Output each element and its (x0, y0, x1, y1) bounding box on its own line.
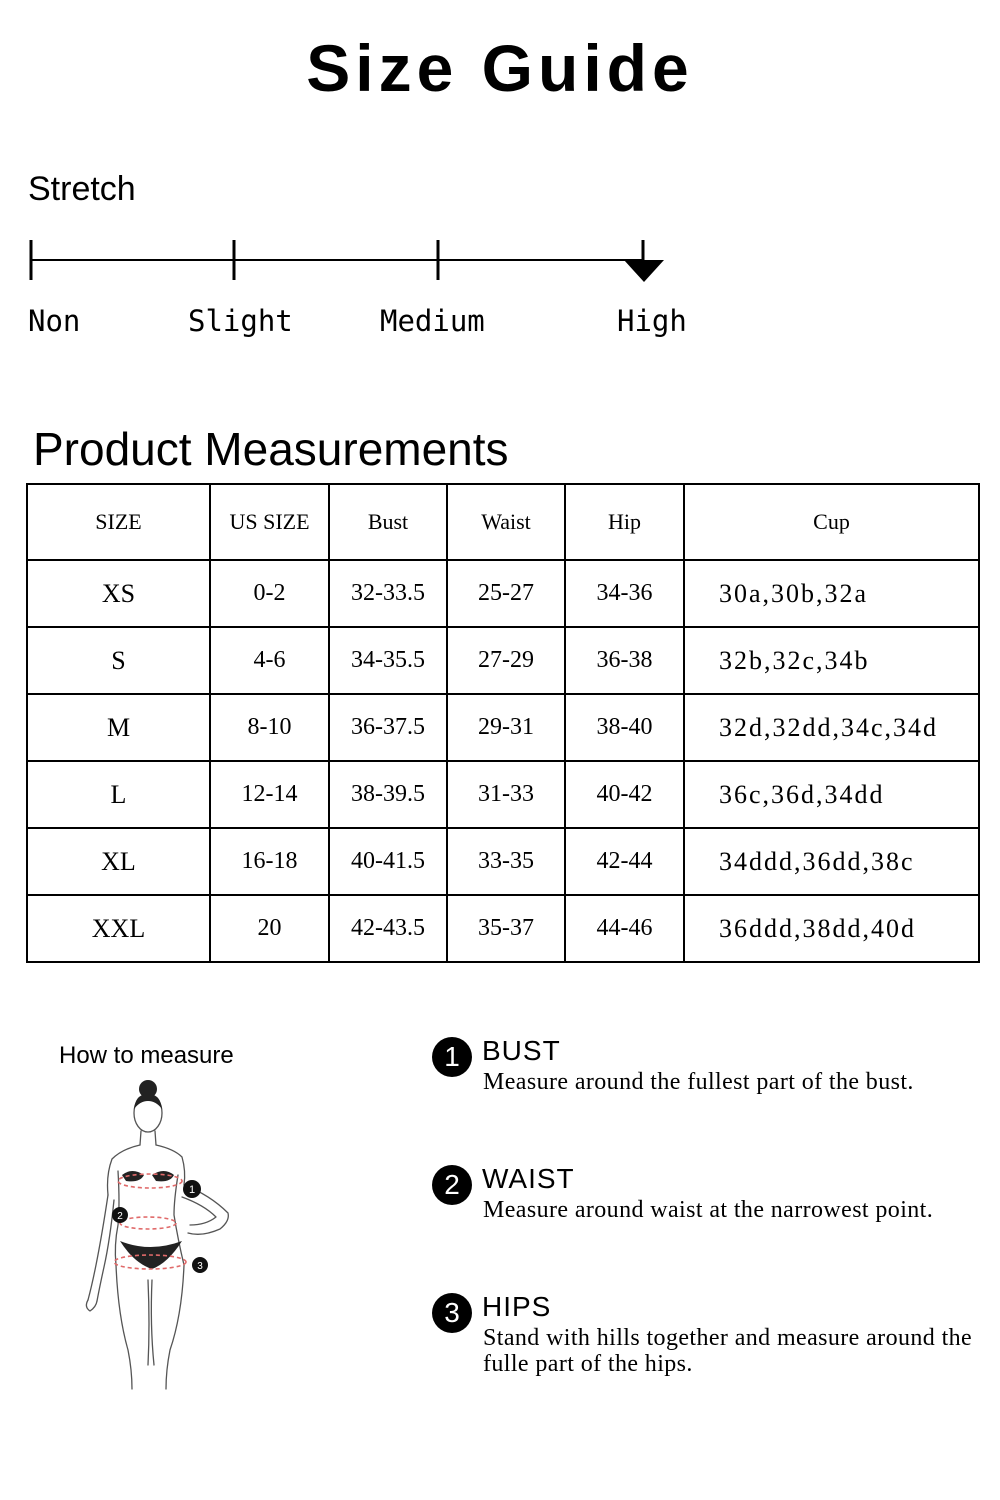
table-cell: 25-27 (447, 560, 565, 627)
table-cell: 34-35.5 (329, 627, 447, 694)
step-title: BUST (482, 1035, 561, 1066)
figure-marker-3 (192, 1257, 208, 1273)
table-cell: XL (27, 828, 210, 895)
step-bust (432, 1037, 992, 1117)
table-cell: 20 (210, 895, 329, 962)
step-title: WAIST (482, 1163, 575, 1194)
stretch-level-high: High (617, 304, 687, 338)
table-cell: 36-38 (565, 627, 684, 694)
step-hips (432, 1293, 992, 1393)
table-row (27, 895, 979, 962)
table-cell: 4-6 (210, 627, 329, 694)
table-cell: 16-18 (210, 828, 329, 895)
table-cell: 40-42 (565, 761, 684, 828)
step-description: Measure around the fullest part of the bust. (483, 1069, 914, 1095)
table-cell: 12-14 (210, 761, 329, 828)
table-cell: 36ddd,38dd,40d (684, 895, 979, 962)
table-cell: 33-35 (447, 828, 565, 895)
table-cell: 8-10 (210, 694, 329, 761)
stretch-level-medium: Medium (380, 304, 485, 338)
table-cell: 32d,32dd,34c,34d (684, 694, 979, 761)
step-waist (432, 1165, 992, 1245)
table-cell: 30a,30b,32a (684, 560, 979, 627)
column-header: SIZE (27, 484, 210, 560)
table-cell: 27-29 (447, 627, 565, 694)
table-cell: M (27, 694, 210, 761)
size-table (26, 483, 980, 963)
table-cell: 32-33.5 (329, 560, 447, 627)
table-cell: 36c,36d,34dd (684, 761, 979, 828)
step-number-badge: 3 (432, 1293, 472, 1333)
stretch-selected-marker-icon (624, 260, 664, 282)
how-to-measure-heading: How to measure (59, 1042, 234, 1069)
table-cell: 38-39.5 (329, 761, 447, 828)
column-header: Cup (684, 484, 979, 560)
product-measurements-heading: Product Measurements (33, 423, 509, 475)
table-row (27, 761, 979, 828)
table-cell: 36-37.5 (329, 694, 447, 761)
table-cell: 38-40 (565, 694, 684, 761)
table-cell: 34-36 (565, 560, 684, 627)
column-header: Waist (447, 484, 565, 560)
table-cell: S (27, 627, 210, 694)
table-row (27, 627, 979, 694)
table-cell: L (27, 761, 210, 828)
step-number-badge: 2 (432, 1165, 472, 1205)
table-cell: 0-2 (210, 560, 329, 627)
body-figure-icon (70, 1075, 250, 1395)
svg-text:3: 3 (197, 1261, 203, 1272)
stretch-heading: Stretch (28, 170, 136, 208)
step-description: Stand with hills together and measure around the fulle part of the hips. (483, 1325, 973, 1377)
step-description: Measure around waist at the narrowest point. (483, 1197, 934, 1223)
column-header: Bust (329, 484, 447, 560)
table-cell: 35-37 (447, 895, 565, 962)
stretch-scale (0, 230, 700, 290)
table-cell: 44-46 (565, 895, 684, 962)
table-cell: 31-33 (447, 761, 565, 828)
page-title: Size Guide (306, 31, 694, 105)
table-cell: XXL (27, 895, 210, 962)
stretch-level-non: Non (28, 304, 81, 338)
column-header: Hip (565, 484, 684, 560)
table-row (27, 694, 979, 761)
table-cell: 40-41.5 (329, 828, 447, 895)
step-title: HIPS (482, 1291, 552, 1322)
svg-text:2: 2 (117, 1211, 123, 1222)
table-row (27, 828, 979, 895)
step-number-badge: 1 (432, 1037, 472, 1077)
stretch-level-slight: Slight (188, 304, 293, 338)
table-cell: 42-43.5 (329, 895, 447, 962)
table-cell: 32b,32c,34b (684, 627, 979, 694)
table-row (27, 560, 979, 627)
table-cell: 34ddd,36dd,38c (684, 828, 979, 895)
figure-marker-2 (112, 1207, 128, 1223)
column-header: US SIZE (210, 484, 329, 560)
table-cell: 29-31 (447, 694, 565, 761)
figure-marker-1 (183, 1180, 201, 1198)
table-cell: XS (27, 560, 210, 627)
table-header-row (27, 484, 979, 560)
svg-text:1: 1 (188, 1184, 196, 1196)
table-cell: 42-44 (565, 828, 684, 895)
